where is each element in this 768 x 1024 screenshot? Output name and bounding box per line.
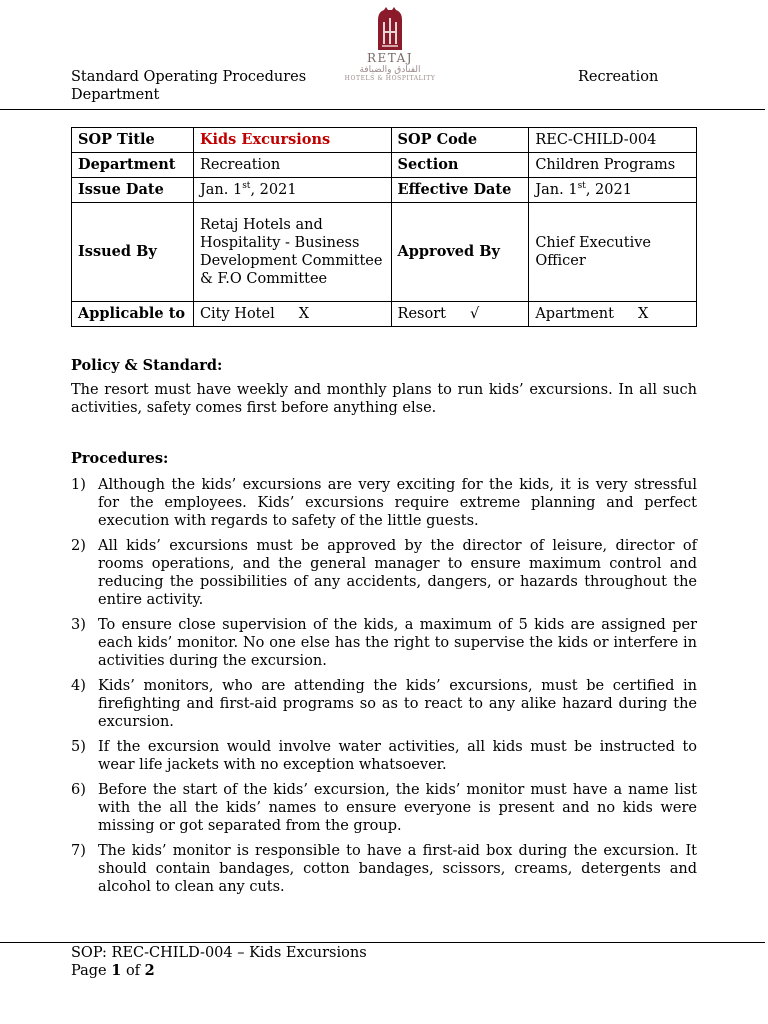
section-label: Section [391, 153, 529, 178]
page-word: Page [71, 963, 107, 979]
header-line-2: Department [71, 87, 160, 103]
header-divider [0, 109, 765, 110]
issue-date-label: Issue Date [72, 178, 194, 203]
list-item-number: 7) [71, 843, 86, 859]
applicable-apartment [529, 302, 697, 327]
page-number [71, 962, 367, 980]
applicable-label: Applicable to [72, 302, 194, 327]
effective-date-sup: st [577, 181, 586, 192]
applicable-city-hotel [193, 302, 391, 327]
applicable-option-name: Resort [397, 306, 446, 322]
footer-sop-reference: SOP: REC-CHILD-004 – Kids Excursions [71, 945, 367, 961]
list-item-number: 3) [71, 617, 86, 633]
list-item [71, 677, 697, 731]
header-department [71, 68, 306, 104]
sop-info-table [71, 127, 697, 327]
list-item-number: 6) [71, 782, 86, 798]
effective-date-label: Effective Date [391, 178, 529, 203]
list-item [71, 738, 697, 774]
logo-name: RETAJ [366, 51, 414, 65]
sop-title-label: SOP Title [72, 128, 194, 153]
applicable-option-mark: X [637, 306, 649, 322]
table-row [72, 153, 697, 178]
section-value: Children Programs [529, 153, 697, 178]
issued-by-value: Retaj Hotels and Hospitality - Business Development Committee & F.O Committee [193, 203, 391, 302]
list-item-text: All kids’ excursions must be approved by the director of leisure, director of rooms operations, and the general manager to ensure maximum control and reducing the possibilities of any accidents, dangers, or hazards throughout the entire activity. [98, 538, 697, 608]
logo-arabic: الفنادق والضيافة [359, 65, 421, 75]
department-value: Recreation [193, 153, 391, 178]
applicable-option-name: Apartment [535, 306, 614, 322]
procedures-title: Procedures: [71, 450, 169, 467]
sop-code-value: REC-CHILD-004 [529, 128, 697, 153]
policy-title: Policy & Standard: [71, 357, 223, 374]
list-item-number: 4) [71, 678, 86, 694]
list-item [71, 842, 697, 896]
sop-title-value: Kids Excursions [193, 128, 391, 153]
table-row [72, 302, 697, 327]
logo-subtitle: HOTELS & HOSPITALITY [344, 75, 436, 82]
list-item [71, 616, 697, 670]
department-label: Department [72, 153, 194, 178]
list-item-text: The kids’ monitor is responsible to have a first-aid box during the excursion. It should contain bandages, cotton bandages, scissors, creams, detergents and alcohol to clean any cuts. [98, 843, 697, 895]
list-item-number: 2) [71, 538, 86, 554]
effective-date-suffix: , 2021 [585, 182, 632, 198]
list-item-text: Although the kids’ excursions are very exciting for the kids, it is very stressful for the employees. Kids’ excursions require extreme planning and perfect execution with regards to safety of the little guests. [98, 477, 697, 529]
applicable-option-mark: X [298, 306, 310, 322]
list-item-text: To ensure close supervision of the kids, a maximum of 5 kids are assigned per each kids’ monitor. No one else has the right to supervise the kids or interfere in activities during the excursion. [98, 617, 697, 669]
header-recreation: Recreation [578, 69, 659, 85]
list-item-text: Before the start of the kids’ excursion, the kids’ monitor must have a name list with the all the kids’ names to ensure everyone is present and no kids were missing or got separated from the group. [98, 782, 697, 834]
table-row [72, 203, 697, 302]
applicable-option-name: City Hotel [199, 306, 275, 322]
list-item-number: 1) [71, 477, 86, 493]
issue-date-value [193, 178, 391, 203]
page-current: 1 [111, 962, 122, 979]
effective-date-prefix: Jan. 1 [535, 182, 578, 198]
list-item [71, 537, 697, 609]
of-word: of [125, 963, 141, 979]
issued-by-label: Issued By [72, 203, 194, 302]
approved-by-value: Chief Executive Officer [529, 203, 697, 302]
retaj-emblem-icon [374, 6, 406, 50]
footer-divider [0, 942, 765, 943]
page-footer [71, 944, 367, 980]
list-item-text: Kids’ monitors, who are attending the kids’ excursions, must be certified in firefighting and first-aid programs so as to react to any alike hazard during the excursion. [98, 678, 697, 730]
list-item [71, 781, 697, 835]
table-row [72, 128, 697, 153]
list-item [71, 476, 697, 530]
issue-date-prefix: Jan. 1 [199, 182, 243, 198]
list-item-text: If the excursion would involve water activities, all kids must be instructed to wear life jackets with no exception whatsoever. [98, 739, 697, 773]
sop-code-label: SOP Code [391, 128, 529, 153]
policy-text: The resort must have weekly and monthly plans to run kids’ excursions. In all such activities, safety comes first before anything else. [71, 382, 697, 416]
header-line-1: Standard Operating Procedures [71, 69, 307, 85]
effective-date-value [529, 178, 697, 203]
document-body [71, 357, 697, 903]
page-total: 2 [144, 962, 155, 979]
issue-date-suffix: , 2021 [250, 182, 297, 198]
table-row [72, 178, 697, 203]
procedures-list [71, 476, 697, 896]
list-item-number: 5) [71, 739, 86, 755]
issue-date-sup: st [242, 181, 251, 192]
applicable-option-mark: √ [469, 306, 480, 322]
approved-by-label: Approved By [391, 203, 529, 302]
retaj-logo [342, 6, 438, 83]
applicable-resort [391, 302, 529, 327]
